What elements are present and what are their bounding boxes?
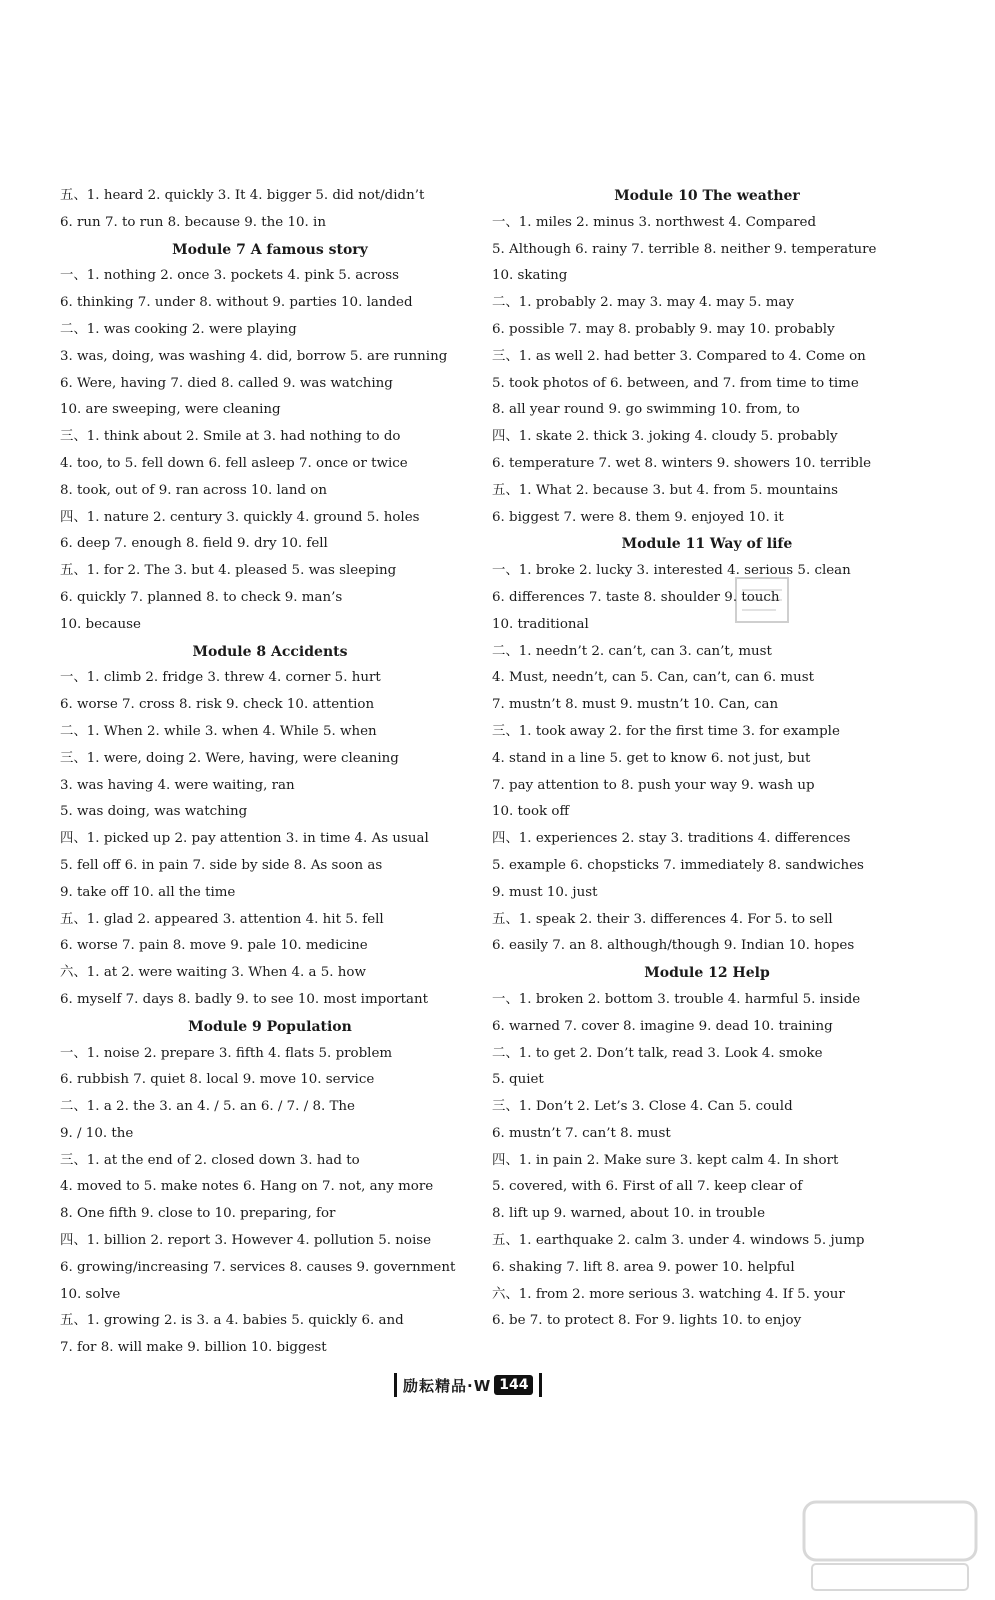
answer-line: 6. be 7. to protect 8. For 9. lights 10. to enjoy xyxy=(492,1313,802,1329)
answer-line: 5. Although 6. rainy 7. terrible 8. neither 9. temperature xyxy=(492,241,877,257)
answer-line: 10. solve xyxy=(60,1286,121,1302)
answer-line: 一、1. nothing 2. once 3. pockets 4. pink 5. across xyxy=(60,268,399,284)
answer-line: 10. because xyxy=(60,616,141,632)
footer-right-bar xyxy=(539,1373,542,1397)
page-footer xyxy=(388,1372,548,1398)
stamp-mark xyxy=(732,570,792,630)
answer-line: 6. mustn’t 7. can’t 8. must xyxy=(492,1125,671,1141)
answer-line: 6. possible 7. may 8. probably 9. may 10. probably xyxy=(492,321,835,337)
answer-line: 10. skating xyxy=(492,268,568,284)
answer-line: 6. worse 7. pain 8. move 9. pale 10. medicine xyxy=(60,938,368,954)
answer-line: 六、1. at 2. were waiting 3. When 4. a 5. how xyxy=(60,965,366,981)
answer-line: 6. shaking 7. lift 8. area 9. power 10. helpful xyxy=(492,1259,795,1275)
answer-line: 二、1. a 2. the 3. an 4. / 5. an 6. / 7. / 8. The xyxy=(60,1099,355,1115)
answer-line: 三、1. think about 2. Smile at 3. had nothing to do xyxy=(60,429,401,445)
answer-line: 五、1. speak 2. their 3. differences 4. For 5. to sell xyxy=(492,911,833,927)
answer-line: 一、1. broken 2. bottom 3. trouble 4. harmful 5. inside xyxy=(492,991,861,1007)
answer-line: 4. too, to 5. fell down 6. fell asleep 7. once or twice xyxy=(60,455,408,471)
answer-line: 二、1. probably 2. may 3. may 4. may 5. may xyxy=(492,295,794,311)
answer-line: 二、1. When 2. while 3. when 4. While 5. when xyxy=(60,723,377,739)
answer-line: 9. must 10. just xyxy=(492,884,598,900)
answer-line: 7. mustn’t 8. must 9. mustn’t 10. Can, can xyxy=(492,697,779,713)
answer-line: 6. myself 7. days 8. badly 9. to see 10. most important xyxy=(60,991,429,1007)
answer-line: 6. warned 7. cover 8. imagine 9. dead 10. training xyxy=(492,1018,833,1034)
answer-line: 8. took, out of 9. ran across 10. land on xyxy=(60,482,327,498)
answer-line: 7. for 8. will make 9. billion 10. biggest xyxy=(60,1340,327,1356)
answer-line: 五、1. growing 2. is 3. a 4. babies 5. quickly 6. and xyxy=(60,1313,404,1329)
answer-line: 三、1. as well 2. had better 3. Compared to 4. Come on xyxy=(492,348,866,364)
right-answer-column xyxy=(492,183,922,1335)
site-watermark-logo xyxy=(800,1498,980,1594)
left-answer-column xyxy=(60,183,480,1362)
answer-line: 四、1. billion 2. report 3. However 4. pollution 5. noise xyxy=(60,1233,432,1249)
answer-line: 四、1. in pain 2. Make sure 3. kept calm 4. In short xyxy=(492,1152,839,1168)
footer-brand: 励耘精品·W xyxy=(403,1376,492,1395)
answer-line: 6. differences 7. taste 8. shoulder 9. touch xyxy=(492,589,780,605)
answer-line: 五、1. What 2. because 3. but 4. from 5. mountains xyxy=(492,482,838,498)
answer-line: 四、1. experiences 2. stay 3. traditions 4. differences xyxy=(492,831,851,847)
answer-line: 5. fell off 6. in pain 7. side by side 8. As soon as xyxy=(60,857,383,873)
answer-line: 4. moved to 5. make notes 6. Hang on 7. not, any more xyxy=(60,1179,434,1195)
answer-line: 一、1. noise 2. prepare 3. fifth 4. flats 5. problem xyxy=(60,1045,393,1061)
answer-line: 6. growing/increasing 7. services 8. causes 9. government xyxy=(60,1259,456,1275)
answer-line: 三、1. at the end of 2. closed down 3. had to xyxy=(60,1152,360,1168)
answer-line: 6. temperature 7. wet 8. winters 9. showers 10. terrible xyxy=(492,455,872,471)
answer-line: 三、1. took away 2. for the first time 3. for example xyxy=(492,723,840,739)
answer-line: 7. pay attention to 8. push your way 9. wash up xyxy=(492,777,815,793)
module-heading: Module 8 Accidents xyxy=(192,643,348,660)
answer-line: 5. example 6. chopsticks 7. immediately 8. sandwiches xyxy=(492,857,864,873)
answer-line: 三、1. were, doing 2. Were, having, were cleaning xyxy=(60,750,399,766)
answer-line: 一、1. miles 2. minus 3. northwest 4. Compared xyxy=(492,214,817,230)
answer-line: 6. quickly 7. planned 8. to check 9. man’s xyxy=(60,589,343,605)
answer-line: 10. took off xyxy=(492,804,570,820)
page-number-badge: 144 xyxy=(494,1375,533,1395)
answer-line: 5. quiet xyxy=(492,1072,544,1088)
answer-line: 9. / 10. the xyxy=(60,1125,134,1141)
answer-line: 9. take off 10. all the time xyxy=(60,884,236,900)
footer-left-bar xyxy=(394,1373,397,1397)
answer-line: 6. run 7. to run 8. because 9. the 10. in xyxy=(60,214,326,230)
answer-line: 6. thinking 7. under 8. without 9. parties 10. landed xyxy=(60,295,413,311)
module-heading: Module 10 The weather xyxy=(614,188,800,204)
answer-line: 一、1. broke 2. lucky 3. interested 4. serious 5. clean xyxy=(492,563,851,579)
answer-line: 4. stand in a line 5. get to know 6. not just, but xyxy=(492,750,811,766)
module-heading: Module 9 Population xyxy=(188,1018,352,1035)
answer-line: 5. was doing, was watching xyxy=(60,804,248,820)
answer-line: 6. rubbish 7. quiet 8. local 9. move 10. service xyxy=(60,1072,375,1088)
answer-line: 五、1. for 2. The 3. but 4. pleased 5. was sleeping xyxy=(60,563,397,579)
answer-line: 5. took photos of 6. between, and 7. from time to time xyxy=(492,375,859,391)
module-heading: Module 7 A famous story xyxy=(172,241,368,258)
answer-line: 四、1. skate 2. thick 3. joking 4. cloudy 5. probably xyxy=(492,429,838,445)
answer-line: 二、1. needn’t 2. can’t, can 3. can’t, must xyxy=(492,643,772,659)
answer-line: 六、1. from 2. more serious 3. watching 4. If 5. your xyxy=(492,1286,845,1302)
answer-line: 6. easily 7. an 8. although/though 9. Indian 10. hopes xyxy=(492,938,855,954)
module-heading: Module 11 Way of life xyxy=(621,536,793,553)
answer-line: 6. Were, having 7. died 8. called 9. was watching xyxy=(60,375,393,391)
answer-line: 3. was having 4. were waiting, ran xyxy=(60,777,295,793)
answer-line: 5. covered, with 6. First of all 7. keep clear of xyxy=(492,1179,803,1195)
answer-line: 四、1. nature 2. century 3. quickly 4. ground 5. holes xyxy=(60,509,420,525)
answer-line: 一、1. climb 2. fridge 3. threw 4. corner 5. hurt xyxy=(60,670,381,686)
answer-line: 五、1. glad 2. appeared 3. attention 4. hit 5. fell xyxy=(60,911,384,927)
answer-line: 五、1. earthquake 2. calm 3. under 4. windows 5. jump xyxy=(492,1233,865,1249)
answer-line: 4. Must, needn’t, can 5. Can, can’t, can 6. must xyxy=(492,670,814,686)
answer-line: 8. lift up 9. warned, about 10. in trouble xyxy=(492,1206,765,1222)
answer-line: 10. traditional xyxy=(492,616,589,632)
answer-line: 3. was, doing, was washing 4. did, borrow 5. are running xyxy=(60,348,448,364)
answer-line: 6. biggest 7. were 8. them 9. enjoyed 10. it xyxy=(492,509,784,525)
answer-line: 6. worse 7. cross 8. risk 9. check 10. attention xyxy=(60,697,375,713)
answer-line: 五、1. heard 2. quickly 3. It 4. bigger 5. did not/didn’t xyxy=(60,188,425,203)
answer-line: 二、1. to get 2. Don’t talk, read 3. Look 4. smoke xyxy=(492,1045,823,1061)
answer-line: 二、1. was cooking 2. were playing xyxy=(60,321,297,337)
answer-line: 三、1. Don’t 2. Let’s 3. Close 4. Can 5. could xyxy=(492,1099,793,1115)
module-heading: Module 12 Help xyxy=(644,965,770,982)
answer-line: 10. are sweeping, were cleaning xyxy=(60,402,281,418)
answer-line: 四、1. picked up 2. pay attention 3. in time 4. As usual xyxy=(60,831,429,847)
answer-line: 8. all year round 9. go swimming 10. from, to xyxy=(492,402,800,418)
answer-line: 8. One fifth 9. close to 10. preparing, for xyxy=(60,1206,336,1222)
answer-line: 6. deep 7. enough 8. field 9. dry 10. fell xyxy=(60,536,328,552)
